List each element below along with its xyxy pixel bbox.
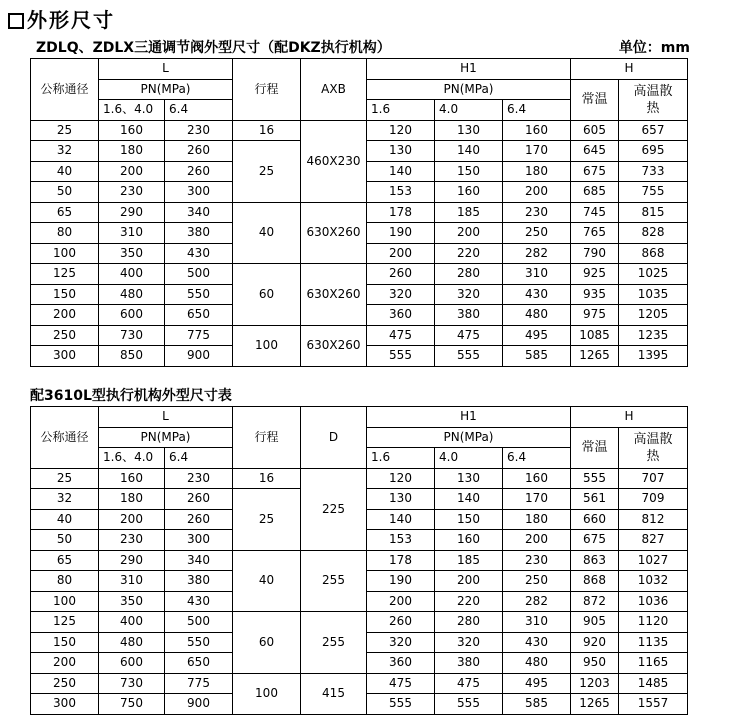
cell-h1-pn-1-6: 320 (367, 632, 435, 653)
cell-h1-pn-4-0: 555 (435, 694, 503, 715)
table1 (30, 58, 688, 367)
header-H1: H1 (367, 59, 571, 80)
cell-h-normal: 905 (571, 612, 619, 633)
cell-l-pn-high: 340 (165, 550, 233, 571)
cell-stroke: 100 (233, 673, 301, 714)
cell-stroke: 40 (233, 202, 301, 264)
header-dimension: AXB (301, 59, 367, 121)
cell-l-pn-high: 300 (165, 530, 233, 551)
page-title-text: 外形尺寸 (27, 8, 115, 32)
header-l-pn-low: 1.6、4.0 (99, 448, 165, 469)
cell-h1-pn-4-0: 220 (435, 591, 503, 612)
cell-nominal-diameter: 100 (31, 591, 99, 612)
cell-h-normal: 555 (571, 468, 619, 489)
cell-nominal-diameter: 80 (31, 223, 99, 244)
header-dimension: D (301, 407, 367, 469)
cell-h-normal: 872 (571, 591, 619, 612)
cell-h-high: 755 (619, 182, 688, 203)
cell-l-pn-low: 350 (99, 243, 165, 264)
table-row (31, 264, 688, 285)
cell-h-high: 1036 (619, 591, 688, 612)
cell-nominal-diameter: 32 (31, 141, 99, 162)
page-title (8, 4, 115, 33)
cell-h-high: 695 (619, 141, 688, 162)
table2 (30, 406, 688, 715)
cell-h-normal: 1265 (571, 694, 619, 715)
cell-l-pn-low: 290 (99, 202, 165, 223)
header-stroke: 行程 (233, 59, 301, 121)
cell-h-high: 1235 (619, 325, 688, 346)
cell-h1-pn-4-0: 160 (435, 530, 503, 551)
cell-h-high: 1027 (619, 550, 688, 571)
cell-h-high: 1165 (619, 653, 688, 674)
table2-caption: 配3610L型执行机构外型尺寸表 (30, 388, 232, 404)
cell-h1-pn-1-6: 360 (367, 653, 435, 674)
cell-nominal-diameter: 300 (31, 694, 99, 715)
cell-h1-pn-4-0: 555 (435, 346, 503, 367)
cell-h1-pn-1-6: 320 (367, 284, 435, 305)
cell-l-pn-high: 380 (165, 571, 233, 592)
cell-h-high: 733 (619, 161, 688, 182)
header-high-temp: 高温散热 (619, 79, 688, 120)
cell-l-pn-low: 310 (99, 571, 165, 592)
cell-h1-pn-4-0: 380 (435, 653, 503, 674)
cell-h1-pn-1-6: 153 (367, 530, 435, 551)
cell-l-pn-high: 430 (165, 591, 233, 612)
cell-h1-pn-1-6: 140 (367, 161, 435, 182)
cell-stroke: 25 (233, 141, 301, 203)
cell-h-high: 1485 (619, 673, 688, 694)
cell-l-pn-low: 160 (99, 120, 165, 141)
cell-dimension: 225 (301, 468, 367, 550)
cell-l-pn-low: 200 (99, 161, 165, 182)
cell-h1-pn-6-4: 160 (503, 120, 571, 141)
cell-h1-pn-6-4: 480 (503, 305, 571, 326)
cell-h1-pn-1-6: 153 (367, 182, 435, 203)
cell-h1-pn-1-6: 120 (367, 468, 435, 489)
cell-h1-pn-6-4: 495 (503, 673, 571, 694)
cell-h-normal: 561 (571, 489, 619, 510)
cell-l-pn-high: 230 (165, 468, 233, 489)
header-H1: H1 (367, 407, 571, 428)
table-row (31, 202, 688, 223)
cell-dimension: 630X260 (301, 264, 367, 326)
header-normal-temp: 常温 (571, 79, 619, 120)
cell-nominal-diameter: 100 (31, 243, 99, 264)
cell-h1-pn-1-6: 140 (367, 509, 435, 530)
header-h1-pn-1-6: 1.6 (367, 448, 435, 469)
cell-h-high: 812 (619, 509, 688, 530)
cell-h1-pn-4-0: 220 (435, 243, 503, 264)
cell-l-pn-low: 310 (99, 223, 165, 244)
cell-stroke: 60 (233, 612, 301, 674)
cell-h-high: 709 (619, 489, 688, 510)
cell-l-pn-high: 300 (165, 182, 233, 203)
header-nominal-diameter: 公称通径 (31, 59, 99, 121)
cell-h1-pn-6-4: 430 (503, 284, 571, 305)
cell-h-normal: 1085 (571, 325, 619, 346)
cell-nominal-diameter: 40 (31, 161, 99, 182)
cell-l-pn-low: 200 (99, 509, 165, 530)
cell-h1-pn-6-4: 310 (503, 612, 571, 633)
cell-h-high: 828 (619, 223, 688, 244)
table-row (31, 612, 688, 633)
cell-h-high: 1120 (619, 612, 688, 633)
cell-dimension: 630X260 (301, 325, 367, 366)
cell-l-pn-low: 600 (99, 653, 165, 674)
cell-l-pn-low: 180 (99, 489, 165, 510)
cell-h1-pn-6-4: 480 (503, 653, 571, 674)
cell-h1-pn-1-6: 260 (367, 264, 435, 285)
cell-h1-pn-1-6: 190 (367, 571, 435, 592)
cell-h1-pn-1-6: 475 (367, 673, 435, 694)
cell-h1-pn-4-0: 280 (435, 612, 503, 633)
cell-h-high: 657 (619, 120, 688, 141)
unit-label: 单位：mm (618, 40, 690, 56)
cell-h-normal: 1203 (571, 673, 619, 694)
header-l-pn-low: 1.6、4.0 (99, 100, 165, 121)
cell-h1-pn-1-6: 555 (367, 694, 435, 715)
cell-h-normal: 863 (571, 550, 619, 571)
cell-l-pn-low: 290 (99, 550, 165, 571)
cell-dimension: 255 (301, 612, 367, 674)
header-h1-pn-6-4: 6.4 (503, 100, 571, 121)
cell-nominal-diameter: 125 (31, 612, 99, 633)
cell-l-pn-low: 350 (99, 591, 165, 612)
cell-h-normal: 790 (571, 243, 619, 264)
cell-h1-pn-6-4: 170 (503, 489, 571, 510)
cell-h1-pn-6-4: 430 (503, 632, 571, 653)
cell-h-high: 1557 (619, 694, 688, 715)
cell-nominal-diameter: 300 (31, 346, 99, 367)
header-h1-pn-6-4: 6.4 (503, 448, 571, 469)
header-pn-L: PN(MPa) (99, 79, 233, 100)
cell-h1-pn-6-4: 250 (503, 223, 571, 244)
table-row (31, 120, 688, 141)
table-row (31, 550, 688, 571)
cell-h-normal: 925 (571, 264, 619, 285)
cell-h1-pn-6-4: 230 (503, 550, 571, 571)
cell-h1-pn-1-6: 475 (367, 325, 435, 346)
cell-l-pn-high: 775 (165, 325, 233, 346)
cell-h1-pn-1-6: 130 (367, 489, 435, 510)
cell-h1-pn-4-0: 280 (435, 264, 503, 285)
cell-h1-pn-4-0: 150 (435, 161, 503, 182)
cell-h-normal: 745 (571, 202, 619, 223)
cell-h1-pn-4-0: 200 (435, 571, 503, 592)
cell-l-pn-high: 900 (165, 694, 233, 715)
cell-h-normal: 935 (571, 284, 619, 305)
cell-l-pn-high: 775 (165, 673, 233, 694)
cell-h1-pn-6-4: 180 (503, 509, 571, 530)
cell-l-pn-high: 430 (165, 243, 233, 264)
table-row (31, 468, 688, 489)
header-h1-pn-4-0: 4.0 (435, 100, 503, 121)
cell-l-pn-low: 480 (99, 632, 165, 653)
cell-h-high: 1135 (619, 632, 688, 653)
cell-h1-pn-4-0: 475 (435, 673, 503, 694)
cell-nominal-diameter: 150 (31, 632, 99, 653)
cell-h1-pn-6-4: 230 (503, 202, 571, 223)
header-stroke: 行程 (233, 407, 301, 469)
cell-h-normal: 675 (571, 530, 619, 551)
cell-h1-pn-1-6: 200 (367, 243, 435, 264)
cell-l-pn-high: 650 (165, 305, 233, 326)
cell-nominal-diameter: 32 (31, 489, 99, 510)
header-pn-L: PN(MPa) (99, 427, 233, 448)
header-pn-H1: PN(MPa) (367, 79, 571, 100)
cell-h1-pn-6-4: 250 (503, 571, 571, 592)
header-h1-pn-4-0: 4.0 (435, 448, 503, 469)
cell-nominal-diameter: 250 (31, 325, 99, 346)
header-L: L (99, 59, 233, 80)
cell-h1-pn-4-0: 130 (435, 468, 503, 489)
cell-h1-pn-4-0: 475 (435, 325, 503, 346)
cell-nominal-diameter: 40 (31, 509, 99, 530)
cell-nominal-diameter: 65 (31, 550, 99, 571)
cell-l-pn-low: 730 (99, 673, 165, 694)
cell-l-pn-high: 550 (165, 632, 233, 653)
cell-h-normal: 685 (571, 182, 619, 203)
cell-l-pn-low: 730 (99, 325, 165, 346)
table1-caption: ZDLQ、ZDLX三通调节阀外型尺寸（配DKZ执行机构） (36, 40, 391, 56)
cell-h1-pn-4-0: 200 (435, 223, 503, 244)
cell-h1-pn-1-6: 555 (367, 346, 435, 367)
cell-h1-pn-4-0: 185 (435, 202, 503, 223)
cell-h1-pn-1-6: 178 (367, 202, 435, 223)
cell-l-pn-high: 650 (165, 653, 233, 674)
cell-nominal-diameter: 250 (31, 673, 99, 694)
cell-nominal-diameter: 65 (31, 202, 99, 223)
cell-h-normal: 660 (571, 509, 619, 530)
cell-h-high: 1032 (619, 571, 688, 592)
cell-l-pn-high: 500 (165, 264, 233, 285)
cell-h1-pn-1-6: 360 (367, 305, 435, 326)
cell-h1-pn-1-6: 178 (367, 550, 435, 571)
cell-h1-pn-6-4: 200 (503, 182, 571, 203)
cell-l-pn-high: 260 (165, 141, 233, 162)
cell-nominal-diameter: 200 (31, 305, 99, 326)
cell-h1-pn-6-4: 170 (503, 141, 571, 162)
cell-stroke: 60 (233, 264, 301, 326)
cell-h1-pn-6-4: 282 (503, 243, 571, 264)
cell-h1-pn-1-6: 260 (367, 612, 435, 633)
checkbox-square-icon (8, 13, 24, 29)
cell-h-high: 1025 (619, 264, 688, 285)
cell-l-pn-low: 850 (99, 346, 165, 367)
cell-h1-pn-4-0: 320 (435, 284, 503, 305)
cell-h1-pn-6-4: 310 (503, 264, 571, 285)
table-row (31, 673, 688, 694)
cell-h-high: 827 (619, 530, 688, 551)
cell-l-pn-high: 230 (165, 120, 233, 141)
header-high-temp: 高温散热 (619, 427, 688, 468)
cell-stroke: 40 (233, 550, 301, 612)
cell-l-pn-high: 550 (165, 284, 233, 305)
cell-h1-pn-6-4: 160 (503, 468, 571, 489)
cell-h-normal: 975 (571, 305, 619, 326)
cell-dimension: 415 (301, 673, 367, 714)
cell-l-pn-high: 900 (165, 346, 233, 367)
cell-l-pn-low: 230 (99, 182, 165, 203)
cell-dimension: 255 (301, 550, 367, 612)
cell-h-normal: 645 (571, 141, 619, 162)
cell-h-normal: 1265 (571, 346, 619, 367)
cell-h-high: 1035 (619, 284, 688, 305)
header-H: H (571, 59, 688, 80)
cell-h-normal: 920 (571, 632, 619, 653)
cell-h1-pn-4-0: 185 (435, 550, 503, 571)
cell-stroke: 25 (233, 489, 301, 551)
cell-l-pn-low: 230 (99, 530, 165, 551)
cell-h1-pn-4-0: 160 (435, 182, 503, 203)
cell-h-normal: 765 (571, 223, 619, 244)
cell-nominal-diameter: 50 (31, 530, 99, 551)
table-row (31, 325, 688, 346)
cell-h1-pn-4-0: 150 (435, 509, 503, 530)
cell-l-pn-high: 260 (165, 161, 233, 182)
cell-stroke: 16 (233, 468, 301, 489)
header-nominal-diameter: 公称通径 (31, 407, 99, 469)
cell-h-normal: 868 (571, 571, 619, 592)
header-H: H (571, 407, 688, 428)
cell-h1-pn-1-6: 120 (367, 120, 435, 141)
cell-l-pn-low: 480 (99, 284, 165, 305)
cell-h1-pn-6-4: 200 (503, 530, 571, 551)
cell-l-pn-high: 500 (165, 612, 233, 633)
cell-h1-pn-4-0: 130 (435, 120, 503, 141)
header-l-pn-high: 6.4 (165, 448, 233, 469)
cell-h1-pn-1-6: 200 (367, 591, 435, 612)
cell-h-normal: 950 (571, 653, 619, 674)
header-L: L (99, 407, 233, 428)
cell-l-pn-low: 400 (99, 612, 165, 633)
cell-h-high: 1205 (619, 305, 688, 326)
cell-h-high: 1395 (619, 346, 688, 367)
cell-l-pn-low: 180 (99, 141, 165, 162)
cell-nominal-diameter: 150 (31, 284, 99, 305)
cell-h-high: 707 (619, 468, 688, 489)
cell-h1-pn-6-4: 495 (503, 325, 571, 346)
cell-h1-pn-1-6: 190 (367, 223, 435, 244)
cell-stroke: 100 (233, 325, 301, 366)
header-l-pn-high: 6.4 (165, 100, 233, 121)
cell-nominal-diameter: 125 (31, 264, 99, 285)
cell-dimension: 460X230 (301, 120, 367, 202)
cell-nominal-diameter: 50 (31, 182, 99, 203)
cell-stroke: 16 (233, 120, 301, 141)
cell-h1-pn-6-4: 585 (503, 694, 571, 715)
cell-l-pn-low: 160 (99, 468, 165, 489)
cell-l-pn-low: 750 (99, 694, 165, 715)
cell-l-pn-high: 260 (165, 509, 233, 530)
cell-h1-pn-4-0: 140 (435, 141, 503, 162)
cell-h1-pn-6-4: 282 (503, 591, 571, 612)
cell-nominal-diameter: 200 (31, 653, 99, 674)
cell-l-pn-high: 340 (165, 202, 233, 223)
cell-nominal-diameter: 80 (31, 571, 99, 592)
cell-dimension: 630X260 (301, 202, 367, 264)
cell-h1-pn-4-0: 380 (435, 305, 503, 326)
cell-h1-pn-6-4: 585 (503, 346, 571, 367)
cell-l-pn-low: 400 (99, 264, 165, 285)
header-h1-pn-1-6: 1.6 (367, 100, 435, 121)
cell-h-high: 868 (619, 243, 688, 264)
cell-h-normal: 675 (571, 161, 619, 182)
cell-l-pn-high: 380 (165, 223, 233, 244)
cell-h1-pn-1-6: 130 (367, 141, 435, 162)
cell-h1-pn-4-0: 140 (435, 489, 503, 510)
cell-nominal-diameter: 25 (31, 468, 99, 489)
cell-l-pn-high: 260 (165, 489, 233, 510)
cell-h1-pn-4-0: 320 (435, 632, 503, 653)
header-normal-temp: 常温 (571, 427, 619, 468)
header-pn-H1: PN(MPa) (367, 427, 571, 448)
cell-h-high: 815 (619, 202, 688, 223)
cell-h1-pn-6-4: 180 (503, 161, 571, 182)
cell-nominal-diameter: 25 (31, 120, 99, 141)
cell-h-normal: 605 (571, 120, 619, 141)
cell-l-pn-low: 600 (99, 305, 165, 326)
